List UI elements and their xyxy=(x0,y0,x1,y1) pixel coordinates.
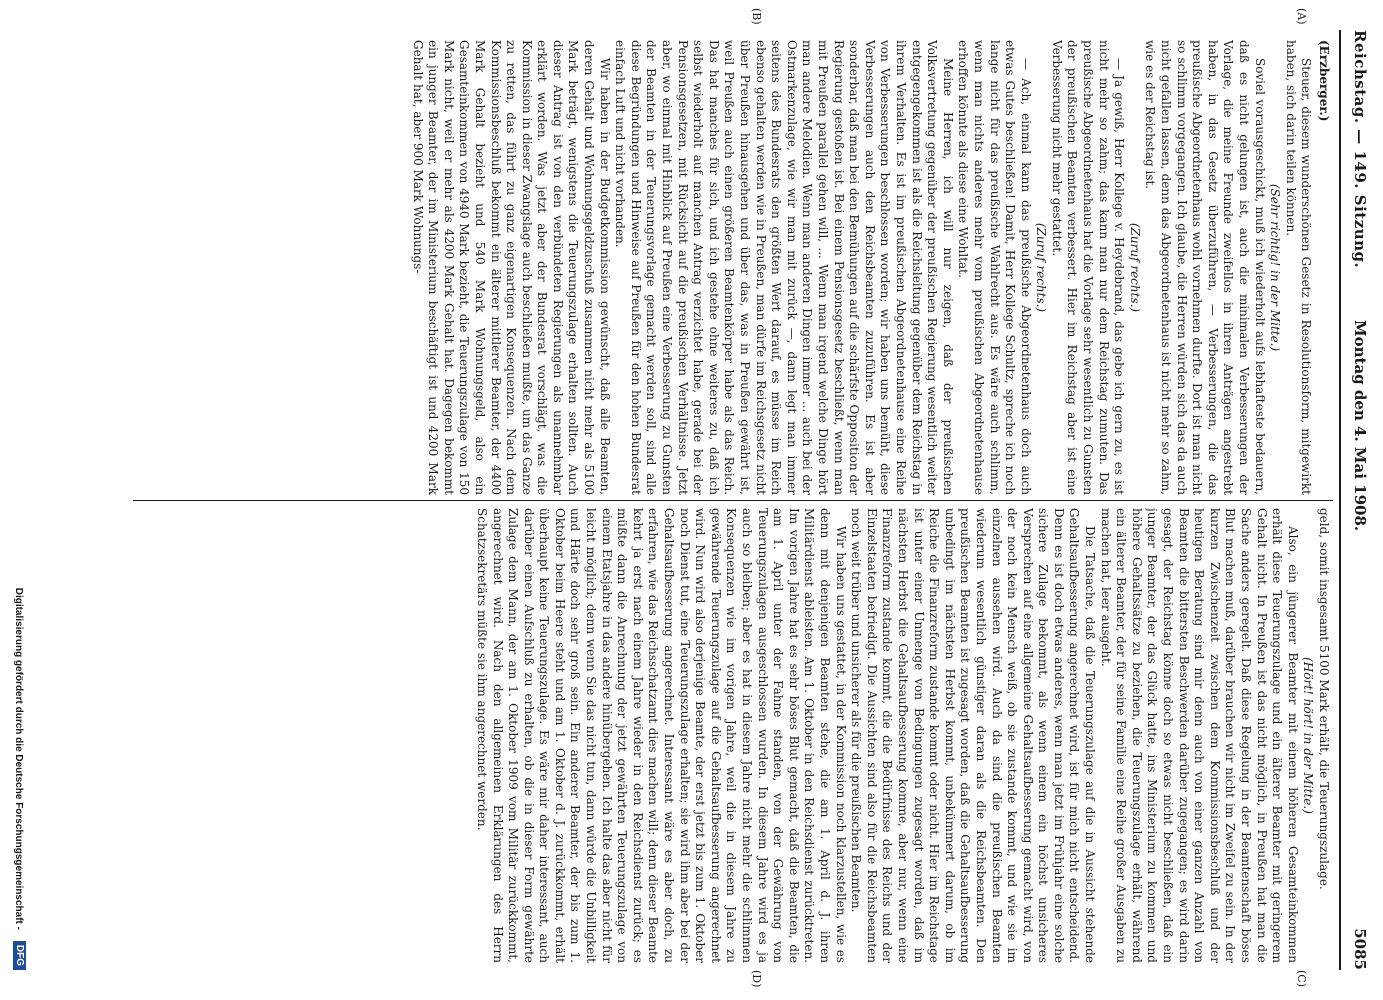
margin-letter-d: (D) xyxy=(750,970,763,988)
margin-letter-a: (A) xyxy=(1295,8,1308,25)
paragraph: Soviel vorausgeschickt, muß ich wiederholt aufs lebhafteste bedauern, daß es nicht gelungen ist, auch die minimalen Verbesserungen der Vorlage, die meine Freunde zweifellos in ihren Anträgen angestrebt haben, in das Gesetz überzuführen, — Verbesserungen, die das preußische Abgeordnetenhaus wohl vornehmen durfte. Dort ist man nicht so schlimm vorgegangen. Ich glaube, die Herren würden sich das da auch nicht gefallen lassen, denn das Abgeordnetenhaus ist nicht mehr so zahm, wie es der Reichstag ist. xyxy=(1143,40,1267,495)
left-text-column xyxy=(136,40,1331,495)
stage-direction: (Hört! hört! in der Mitte.) xyxy=(1301,657,1316,814)
paragraph: Meine Herren, ich will nur zeigen, daß der preußischen Volksvertretung gegenüber der preußischen Regierung wesentlich weiter entgegengekommen ist als die Reichsleitung gegenüber dem Reichstag in ihrem Verhalten. Es ist im preußischen Abgeordnetenhause eine Reihe von Verbesserungen beschlossen worden; wir haben uns bemüht, diese Verbesserungen auch den Reichsbeamten zuzuführen. Es ist aber sonderbar, daß man bei den Bemühungen auf die schärfste Opposition der Regierung gestoßen ist. Bei einem Pensionsgesetz beschließt, wenn man mit Preußen parallel gehen will, ... Wenn man irgend welche Dinge hört man andere Melodien. Wenn man anderen Dingen immer ... auch bei der Ostmarkenzulage, wie wir man mit zurück —, dann legt man immer seitens des Bundesrats den größten Wert darauf, es müsse im Reich ebenso gehalten werden wie in Preußen, man dürfe im Reichsgesetz nicht über Preußen hinausgehen und über das, was in Preußen gewährt ist, weil Preußen auch einen größeren Beamtenkörper habe als das Reich. Das hat manches für sich, und ich gestehe ohne weiteres zu, daß ich selbst wiederholt auf manchen Antrag verzichtet habe, gerade bei der Pensionsgesetzen, mit Rücksicht auf die preußischen Verhältnisse. Jetzt aber, wo einmal mit Hinblick auf Preußen eine Verbesserung zu Gunsten der Beamten in der Teuerungsvorlage gemacht werden soll, sind alle diese Begründungen und Hinweise auf Preußen für den hohen Bundesrat einfach Luft und nicht vorhanden. xyxy=(613,40,955,495)
paragraph: geld, somit insgesamt 5100 Mark erhält, die Teuerungszulage. xyxy=(1317,508,1331,890)
page-footer xyxy=(4,30,28,970)
paragraph: Wir haben uns gestattet, in der Kommission noch klarzustellen, wie es denn mit denjenigen Beamten stehe, die am 1. April d. J. ihren Militärdienst ableisten. Am 1. Oktober in den Reichsdienst zurücktreten. Im vorigen Jahre hat es sehr böses Blut gemacht, daß die Beamten, die am 1. April unter der Fahne standen, von der Gewährung von Teuerungszulagen ausgeschlossen wurden. In diesem Jahre wird es ja auch so bleiben; aber es hat in diesem Jahre nicht mehr die schlimmen Konsequenzen wie im vorigen Jahre, weil die in diesem Jahre zu gewährende Teuerungszulage auf die Gehaltsaufbesserung angerechnet wird. Nun wird also derjenige Beamte, der erst jetzt bis zum 1. Oktober noch Dienst tut, eine Teuerungszulage erhalten; sie wird ihm aber bei der Gehaltsaufbesserung angerechnet. Interessant wäre es aber doch, zu erfahren, wie das Reichsschatzamt dies machen will; denn dieser Beamte kehrt ja erst nach einem Jahre wieder in den Reichsdienst zurück; es müßte dann die Anrechnung der jetzt gewährten Teuerungszulage von einem Etatsjahre in das andere hinübergehen. Ich halte das aber nicht für leicht möglich; denn wenn Sie das nicht tun, dann würde die Unbilligkeit und Härte doch sehr groß sein. Ein anderer Beamter, der bis zum 1. Oktober beim Heere steht und am 1. Oktober d. J. zurückkommt, erhält überhaupt keine Teuerungszulage. Es wäre mir daher interessant, auch darüber einen Aufschluß zu erhalten, ob die in dieser Form gewährte Zulage dem Mann, der am 1. Oktober 1909 vom Militär zurückkommt, angerechnet wird. Nach den allgemeinen Erklärungen des Herrn Schatzsekretärs müßte sie ihm angerechnet werden. xyxy=(474,508,848,963)
stage-direction: (Zuruf rechts.) xyxy=(1127,222,1142,313)
header-date: Montag den 4. Mai 1908. xyxy=(1351,320,1369,532)
page-header xyxy=(1345,30,1375,970)
header-rule xyxy=(1339,30,1341,970)
paragraph: Die Tatsache, daß die Teuerungszulage auf die in Aussicht stehende Gehaltsaufbesserung angerechnet wird, ist für mich nicht entscheidend. Denn es ist doch etwas anderes, wenn man jetzt im Frühjahr eine solche sichere Zulage bekommt, als wenn einem ein höchst unsicheres Versprechen auf eine allgemeine Gehaltsaufbesserung gemacht wird, von der noch kein Mensch weiß, ob sie zustande kommt, und wie sie im einzelnen aussehen wird. Auch da sind die preußischen Beamten wiederum wesentlich günstiger daran als die Reichsbeamten. Den preußischen Beamten ist zugesagt worden, daß die Gehaltsaufbesserung unbedingt im nächsten Herbst kommt, unbekümmert darum, ob im Reiche die Finanzreform zustande kommt oder nicht. Hier im Reichstage ist unter einer Unmenge von Bedingungen zugesagt worden, daß im nächsten Herbst die Gehaltsaufbesserung komme, aber nur, wenn eine Finanzreform zustande kommt, die die Bedürfnisse des Reichs und der Einzelstaaten befriedigt. Die Aussichten sind also für die Reichsbeamten noch weit trüber und unsicherer als für die preußischen Beamten. xyxy=(849,508,1098,963)
right-text-column xyxy=(136,508,1331,963)
paragraph: Steuer, diesem wunderschönen Gesetz in Resolutionsform, mitgewirkt haben, sich darin teilen können. xyxy=(1283,40,1314,495)
speaker-name: (Erzberger.) xyxy=(1317,40,1331,122)
paragraph: — Ach, einmal kann das preußische Abgeordnetenhaus doch auch etwas Gutes beschließen! Damit, Herr Kollege Schultz, spreche ich noch lange nicht für das preußische Wahlrecht aus. Es wäre auch schlimm, wenn man nichts anderes mehr vom preußischen Abgeordnetenhause erhoffen könnte als diese eine Wohltat. xyxy=(956,40,1033,495)
paragraph: Also, ein jüngerer Beamter mit einem höheren Gesamteinkommen erhält diese Teuerungszulage und ein älterer Beamter mit geringerem Gehalt nicht. In Preußen ist das nicht möglich, in Preußen hat man die Sache anders geregelt. Daß diese Regelung in der Beamtenschaft böses Blut machen muß, darüber brauchen wir nicht im Zweifel zu sein. In der kurzen Zwischenzeit zwischen dem Kommissionsbeschluß und der heutigen Beratung sind mir denn auch von einer ganzen Anzahl von Beamten die bittersten Beschwerden darüber zugegangen; es wird darin gesagt, der Reichstag könne doch so etwas nicht beschließen, daß ein junger Beamter, der das Glück hatte, ins Ministerium zu kommen und höhere Gehaltssätze zu beziehen, die Teuerungszulage erhält, während ein älterer Beamter, der für seine Familie eine Reihe großer Ausgaben zu machen hat, leer ausgeht. xyxy=(1098,508,1300,963)
digitization-credit: Digitalisierung gefördert durch die Deutsche Forschungsgemeinschaft - xyxy=(13,587,24,930)
stage-direction: (Sehr richtig! in der Mitte.) xyxy=(1268,183,1283,352)
paragraph: — Ja gewiß, Herr Kollege v. Heydebrand, das gebe ich gern zu, es ist nicht mehr so zahm; das kann man nur dem Reichstag zumuten. Das preußische Abgeordnetenhaus hat die Vorlage sehr wesentlich zu Gunsten der preußischen Beamten verbessert. Hier im Reichstag aber ist eine Verbesserung nicht mehr gestattet. xyxy=(1049,40,1127,495)
stage-direction: (Zuruf rechts.) xyxy=(1034,222,1049,313)
column-divider xyxy=(133,500,1333,501)
margin-letter-b: (B) xyxy=(750,8,763,25)
margin-letter-c: (C) xyxy=(1295,970,1308,987)
dfg-logo: DFG xyxy=(13,941,26,970)
paragraph: Wir haben in der Budgetkommission gewünscht, daß alle Beamten, deren Gehalt und Wohnungsgeldzuschuß zusammen nicht mehr als 5100 Mark beträgt, wenigstens die Teuerungszulage erhalten sollten. Auch dieser Antrag ist von den verbündeten Regierungen als unannehmbar erklärt worden. Was jetzt aber der Bundesrat vorschlägt, was die Kommission in dieser Zwangslage auch beschließen mußte, um das Ganze zu retten, das führt zu ganz eigenartigen Konsequenzen. Nach dem Kommissionsbeschluß bekommt ein älterer mittlerer Beamter, der 4400 Mark Gehalt bezieht und 540 Mark Wohnungsgeld, also ein Gesamteinkommen von 4940 Mark bezieht, die Teuerungszulage von 150 Mark nicht, weil er mehr als 4200 Mark Gehalt hat. Dagegen bekommt ein junger Beamter, der im Ministerium beschäftigt ist und 4200 Mark Gehalt hat, aber 900 Mark Wohnungs- xyxy=(410,40,612,495)
header-session-title: Reichstag. — 149. Sitzung. xyxy=(1351,30,1369,269)
header-page-number: 5085 xyxy=(1351,928,1369,970)
